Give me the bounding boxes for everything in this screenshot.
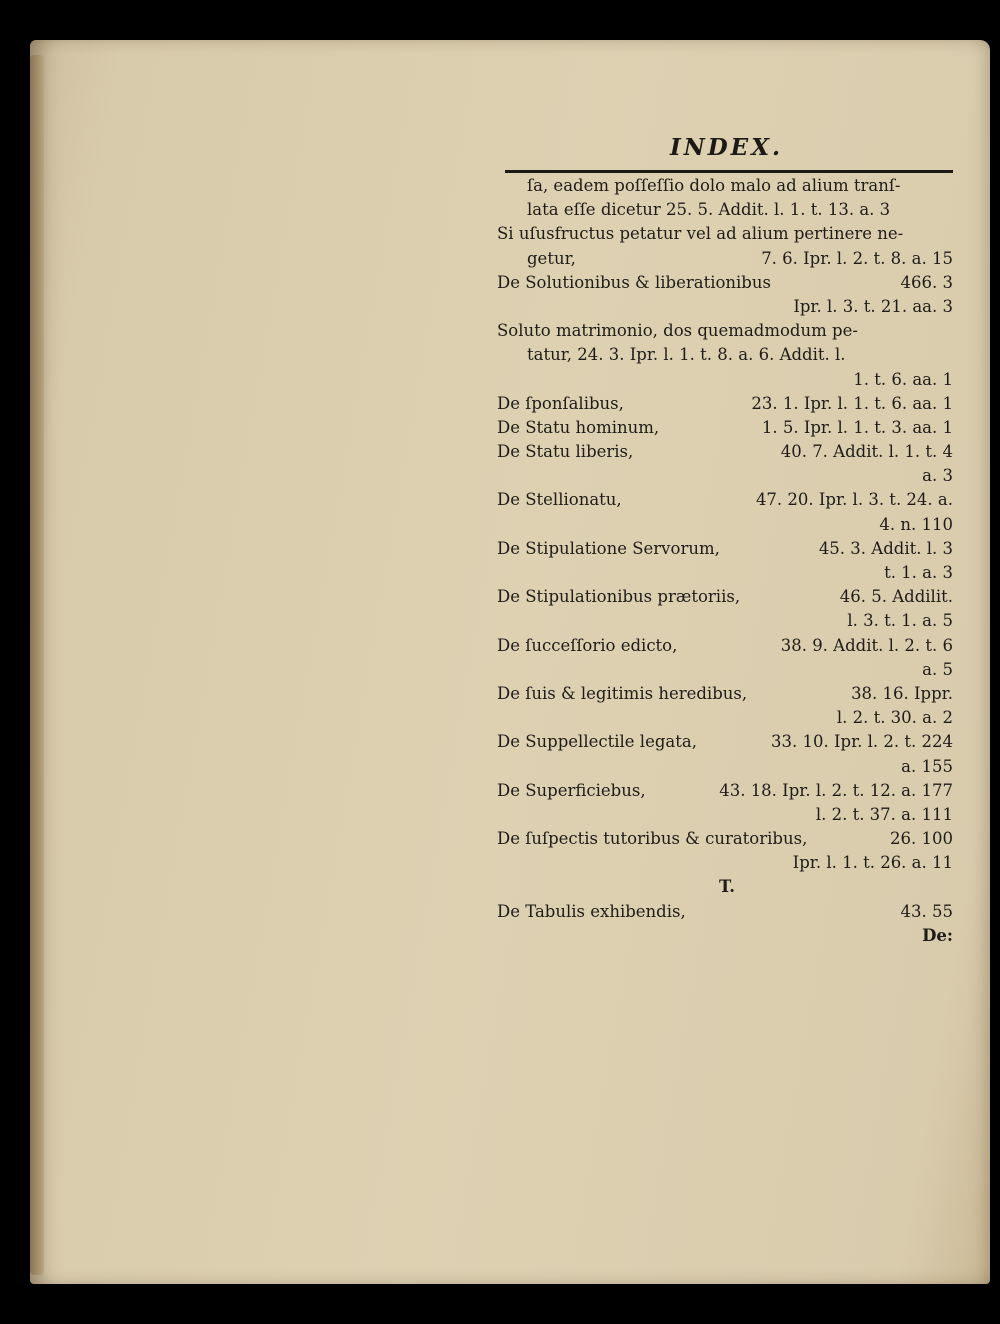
entry-reference: l. 2. t. 37. a. 111: [815, 804, 953, 824]
index-line: [497, 585, 957, 609]
header-rule: [505, 170, 953, 173]
index-line: [497, 222, 957, 246]
index-line: [497, 609, 957, 633]
index-line: [497, 730, 957, 754]
entry-reference: a. 155: [901, 756, 953, 776]
entry-title: De Tabulis exhibendis,: [497, 901, 686, 921]
index-line: [497, 851, 957, 875]
entry-title: De Statu hominum,: [497, 417, 660, 437]
entry-title: tatur, 24. 3. Ipr. l. 1. t. 8. a. 6. Addit. l.: [527, 345, 846, 365]
book-spine: [30, 55, 44, 1275]
entry-title: ſa, eadem poſſeſſio dolo malo ad alium tranſ-: [527, 176, 901, 195]
entry-reference: 43. 55: [900, 901, 953, 921]
entry-reference: 46. 5. Addilit.: [839, 587, 953, 607]
index-line: [497, 537, 957, 561]
section-letter: T.: [719, 877, 735, 897]
index-line: [497, 875, 957, 899]
entry-reference: a. 5: [922, 659, 953, 679]
entry-title: Si uſusfructus petatur vel ad alium pertinere ne-: [497, 224, 904, 244]
page-header: INDEX.: [669, 134, 784, 161]
index-line: [497, 368, 957, 392]
entry-reference: 38. 9. Addit. l. 2. t. 6: [780, 635, 953, 655]
index-line: [497, 900, 957, 924]
entry-title: De ſuſpectis tutoribus & curatoribus,: [497, 829, 808, 849]
index-line: [497, 416, 957, 440]
entry-reference: 43. 18. Ipr. l. 2. t. 12. a. 177: [719, 780, 953, 800]
entry-reference: 33. 10. Ipr. l. 2. t. 224: [771, 732, 953, 752]
index-line: [497, 295, 957, 319]
index-line: [497, 319, 957, 343]
index-line: [497, 682, 957, 706]
entry-reference: Ipr. l. 3. t. 21. aa. 3: [793, 296, 953, 316]
entry-title: De ſuis & legitimis heredibus,: [497, 683, 748, 703]
entry-title: De Superficiebus,: [497, 780, 646, 800]
index-line: [497, 706, 957, 730]
entry-reference: 7. 6. Ipr. l. 2. t. 8. a. 15: [761, 248, 953, 268]
entry-title: De Stipulatione Servorum,: [497, 538, 720, 558]
entry-title: De Statu liberis,: [497, 442, 634, 462]
index-line: [497, 803, 957, 827]
entry-title: De Suppellectile legata,: [497, 732, 697, 752]
entry-reference: 26. 100: [890, 829, 953, 849]
index-line: [497, 755, 957, 779]
entry-title: De ſponſalibus,: [497, 393, 624, 413]
entry-reference: 1. t. 6. aa. 1: [853, 369, 953, 389]
entry-reference: 466. 3: [900, 272, 953, 292]
index-entries: [497, 174, 957, 948]
catchword: De:: [922, 925, 953, 945]
entry-title: getur,: [527, 248, 576, 268]
entry-reference: 1. 5. Ipr. l. 1. t. 3. aa. 1: [761, 417, 953, 437]
entry-title: De ſucceſſorio edicto,: [497, 635, 678, 655]
index-line: [497, 271, 957, 295]
index-line: [497, 343, 957, 367]
entry-reference: l. 3. t. 1. a. 5: [847, 611, 953, 631]
entry-reference: 38. 16. Ippr.: [851, 683, 953, 703]
index-line: [497, 198, 957, 222]
entry-title: Soluto matrimonio, dos quemadmodum pe-: [497, 321, 858, 341]
entry-reference: 47. 20. Ipr. l. 3. t. 24. a.: [755, 490, 953, 510]
index-line: [497, 247, 957, 271]
index-line: [497, 464, 957, 488]
entry-title: De Stellionatu,: [497, 490, 622, 510]
index-line: [497, 924, 957, 948]
index-line: [497, 658, 957, 682]
index-line: [497, 174, 957, 198]
index-line: [497, 827, 957, 851]
entry-reference: t. 1. a. 3: [884, 563, 953, 582]
entry-reference: l. 2. t. 30. a. 2: [836, 708, 953, 728]
index-line: [497, 513, 957, 537]
entry-reference: a. 3: [922, 466, 953, 486]
index-line: [497, 561, 957, 585]
entry-title: De Solutionibus & liberationibus: [497, 272, 771, 292]
index-line: [497, 488, 957, 512]
index-line: [497, 634, 957, 658]
index-line: [497, 779, 957, 803]
index-line: [497, 392, 957, 416]
entry-reference: 23. 1. Ipr. l. 1. t. 6. aa. 1: [751, 393, 953, 413]
entry-reference: Ipr. l. 1. t. 26. a. 11: [792, 853, 953, 873]
entry-title: lata eſſe dicetur 25. 5. Addit. l. 1. t. 13. a. 3: [527, 200, 891, 220]
entry-reference: 45. 3. Addit. l. 3: [818, 538, 953, 558]
index-line: [497, 440, 957, 464]
entry-reference: 4. n. 110: [879, 514, 953, 534]
entry-title: De Stipulationibus prætoriis,: [497, 587, 741, 607]
entry-reference: 40. 7. Addit. l. 1. t. 4: [780, 442, 953, 462]
